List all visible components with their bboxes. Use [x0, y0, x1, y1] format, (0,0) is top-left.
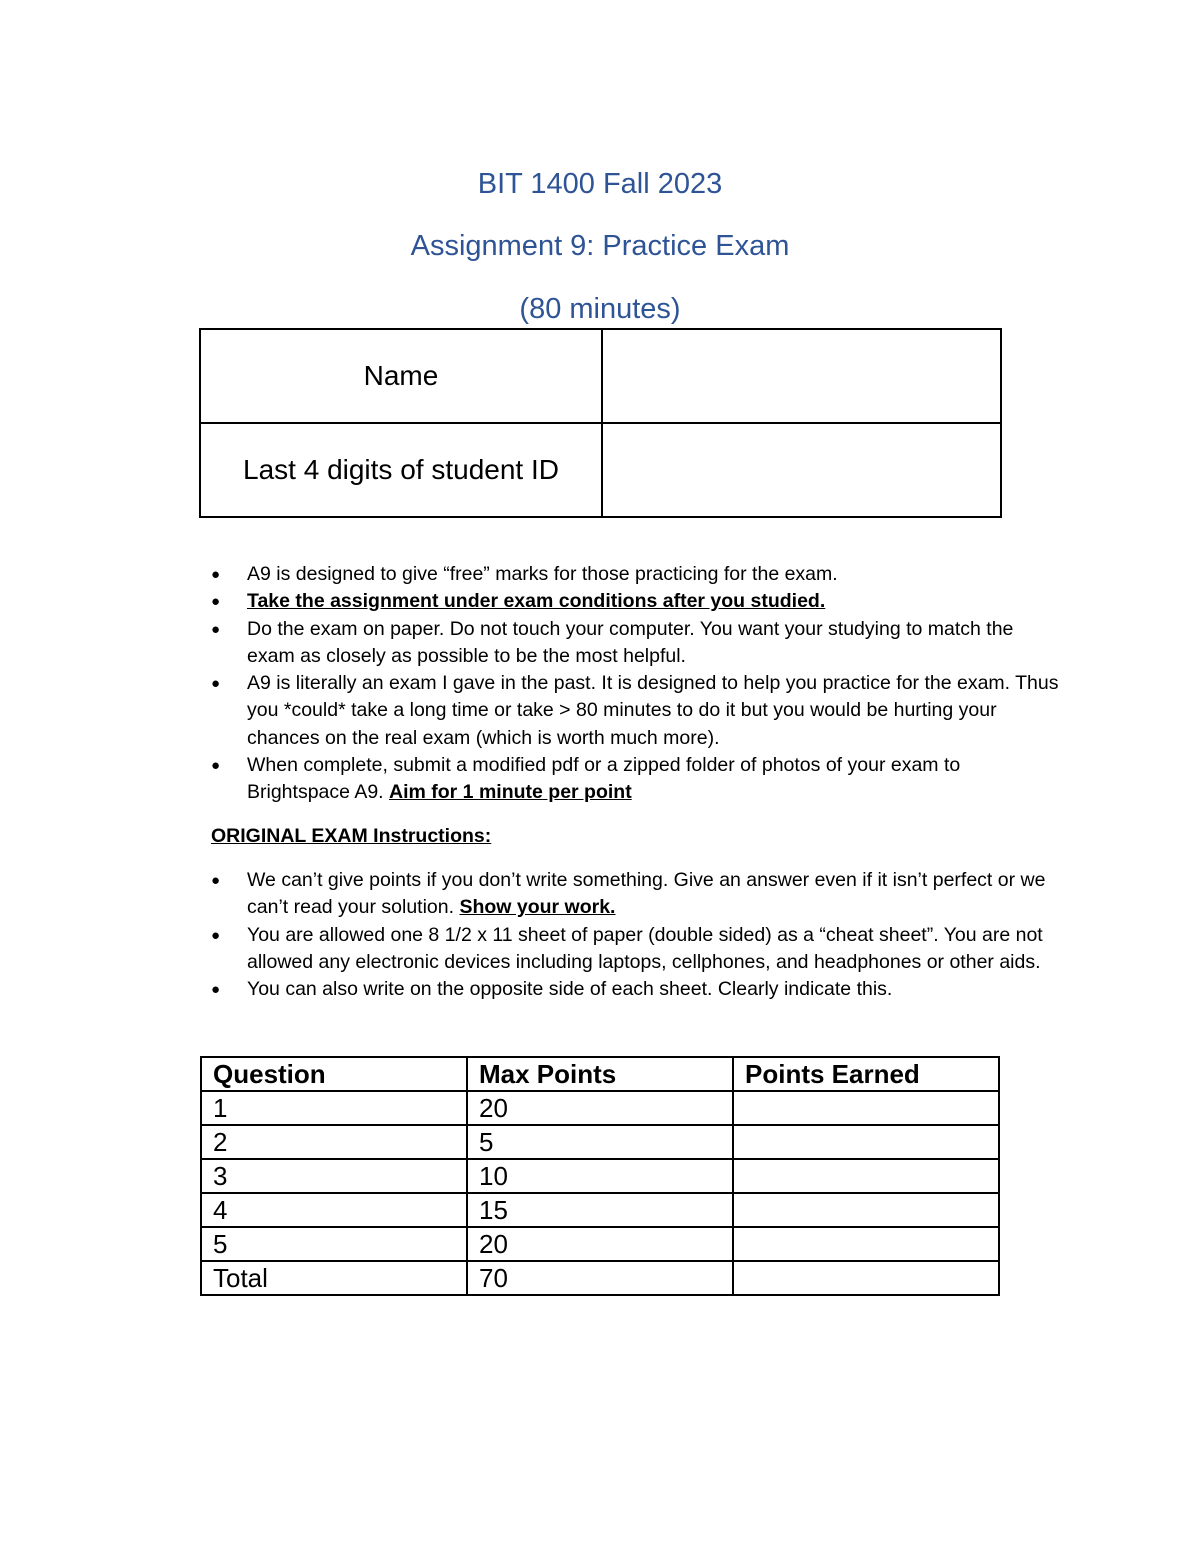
bullet-text: A9 is designed to give “free” marks for those practicing for the exam.: [247, 563, 838, 585]
table-row: [201, 1091, 999, 1125]
total-points-earned-cell[interactable]: [733, 1261, 999, 1295]
max-points-cell: 5: [467, 1125, 733, 1159]
bullet-text: When complete, submit a modified pdf or a zipped folder of photos of your exam to Brightspace A9.: [247, 754, 961, 804]
points-earned-cell[interactable]: [733, 1227, 999, 1261]
assignment-title: Assignment 9: Practice Exam: [410, 230, 790, 262]
points-earned-cell[interactable]: [733, 1159, 999, 1193]
column-header-question: Question: [201, 1057, 467, 1091]
bullet-dot-icon: ●: [211, 620, 221, 638]
bullet-dot-icon: ●: [211, 675, 221, 693]
bullet-dot-icon: ●: [211, 593, 221, 611]
list-item: [0, 752, 1200, 807]
original-instructions-heading: ORIGINAL EXAM Instructions:: [211, 825, 492, 847]
bullet-emphasis: Take the assignment under exam conditions after you studied.: [247, 590, 826, 613]
bullet-text: A9 is literally an exam I gave in the past. It is designed to help you practice for the exam. Thus you *could* take a long time or take > 80 minutes to do it but you would be hurting your chances on the real exam (which is worth much more).: [247, 672, 1059, 749]
course-title: BIT 1400 Fall 2023: [477, 168, 723, 200]
points-earned-cell[interactable]: [733, 1193, 999, 1227]
student-id-row: [200, 423, 1001, 517]
max-points-cell: 20: [467, 1227, 733, 1261]
student-id-field[interactable]: [602, 423, 1001, 517]
question-cell: 2: [201, 1125, 467, 1159]
total-label-cell: Total: [201, 1261, 467, 1295]
column-header-max-points: Max Points: [467, 1057, 733, 1091]
bullet-emphasis: Show your work.: [459, 896, 616, 919]
max-points-cell: 15: [467, 1193, 733, 1227]
list-item: [0, 976, 1200, 1003]
name-row: [200, 329, 1001, 423]
duration-label: (80 minutes): [519, 293, 681, 325]
total-row: [201, 1261, 999, 1295]
score-table: [200, 1056, 1000, 1296]
table-row: [201, 1227, 999, 1261]
bullet-text: We can’t give points if you don’t write something. Give an answer even if it isn’t perfect or we can’t read your solution.: [247, 869, 1046, 919]
name-label: Name: [200, 329, 602, 423]
question-cell: 1: [201, 1091, 467, 1125]
max-points-cell: 20: [467, 1091, 733, 1125]
bullet-text: You are allowed one 8 1/2 x 11 sheet of paper (double sided) as a “cheat sheet”. You are not allowed any electronic devices including laptops, cellphones, and headphones or other aids.: [247, 923, 1043, 973]
name-field[interactable]: [602, 329, 1001, 423]
table-row: [201, 1193, 999, 1227]
list-item: [0, 561, 1200, 588]
student-id-table: [199, 328, 1002, 518]
score-table-header-row: [201, 1057, 999, 1091]
max-points-cell: 10: [467, 1159, 733, 1193]
bullet-dot-icon: ●: [211, 872, 221, 889]
bullet-dot-icon: ●: [211, 981, 221, 999]
list-item: [0, 616, 1200, 671]
list-item: [0, 588, 1200, 615]
bullet-dot-icon: ●: [211, 757, 221, 775]
table-row: [201, 1159, 999, 1193]
total-max-points-cell: 70: [467, 1261, 733, 1295]
bullet-text: You can also write on the opposite side of each sheet. Clearly indicate this.: [247, 978, 893, 1001]
bullet-dot-icon: ●: [211, 566, 221, 583]
bullet-text: Do the exam on paper. Do not touch your computer. You want your studying to match the exam as closely as possible to be the most helpful.: [247, 617, 1014, 667]
list-item: [0, 670, 1200, 752]
student-id-label: Last 4 digits of student ID: [200, 423, 602, 517]
list-item: [0, 867, 1200, 922]
points-earned-cell[interactable]: [733, 1091, 999, 1125]
bullet-dot-icon: ●: [211, 926, 221, 944]
table-row: [201, 1125, 999, 1159]
bullet-emphasis: Aim for 1 minute per point: [389, 781, 632, 804]
list-item: [0, 922, 1200, 977]
question-cell: 4: [201, 1193, 467, 1227]
question-cell: 5: [201, 1227, 467, 1261]
question-cell: 3: [201, 1159, 467, 1193]
intro-bullet-list: [0, 561, 1200, 807]
points-earned-cell[interactable]: [733, 1125, 999, 1159]
column-header-points-earned: Points Earned: [733, 1057, 999, 1091]
original-instructions-list: [0, 867, 1200, 1003]
